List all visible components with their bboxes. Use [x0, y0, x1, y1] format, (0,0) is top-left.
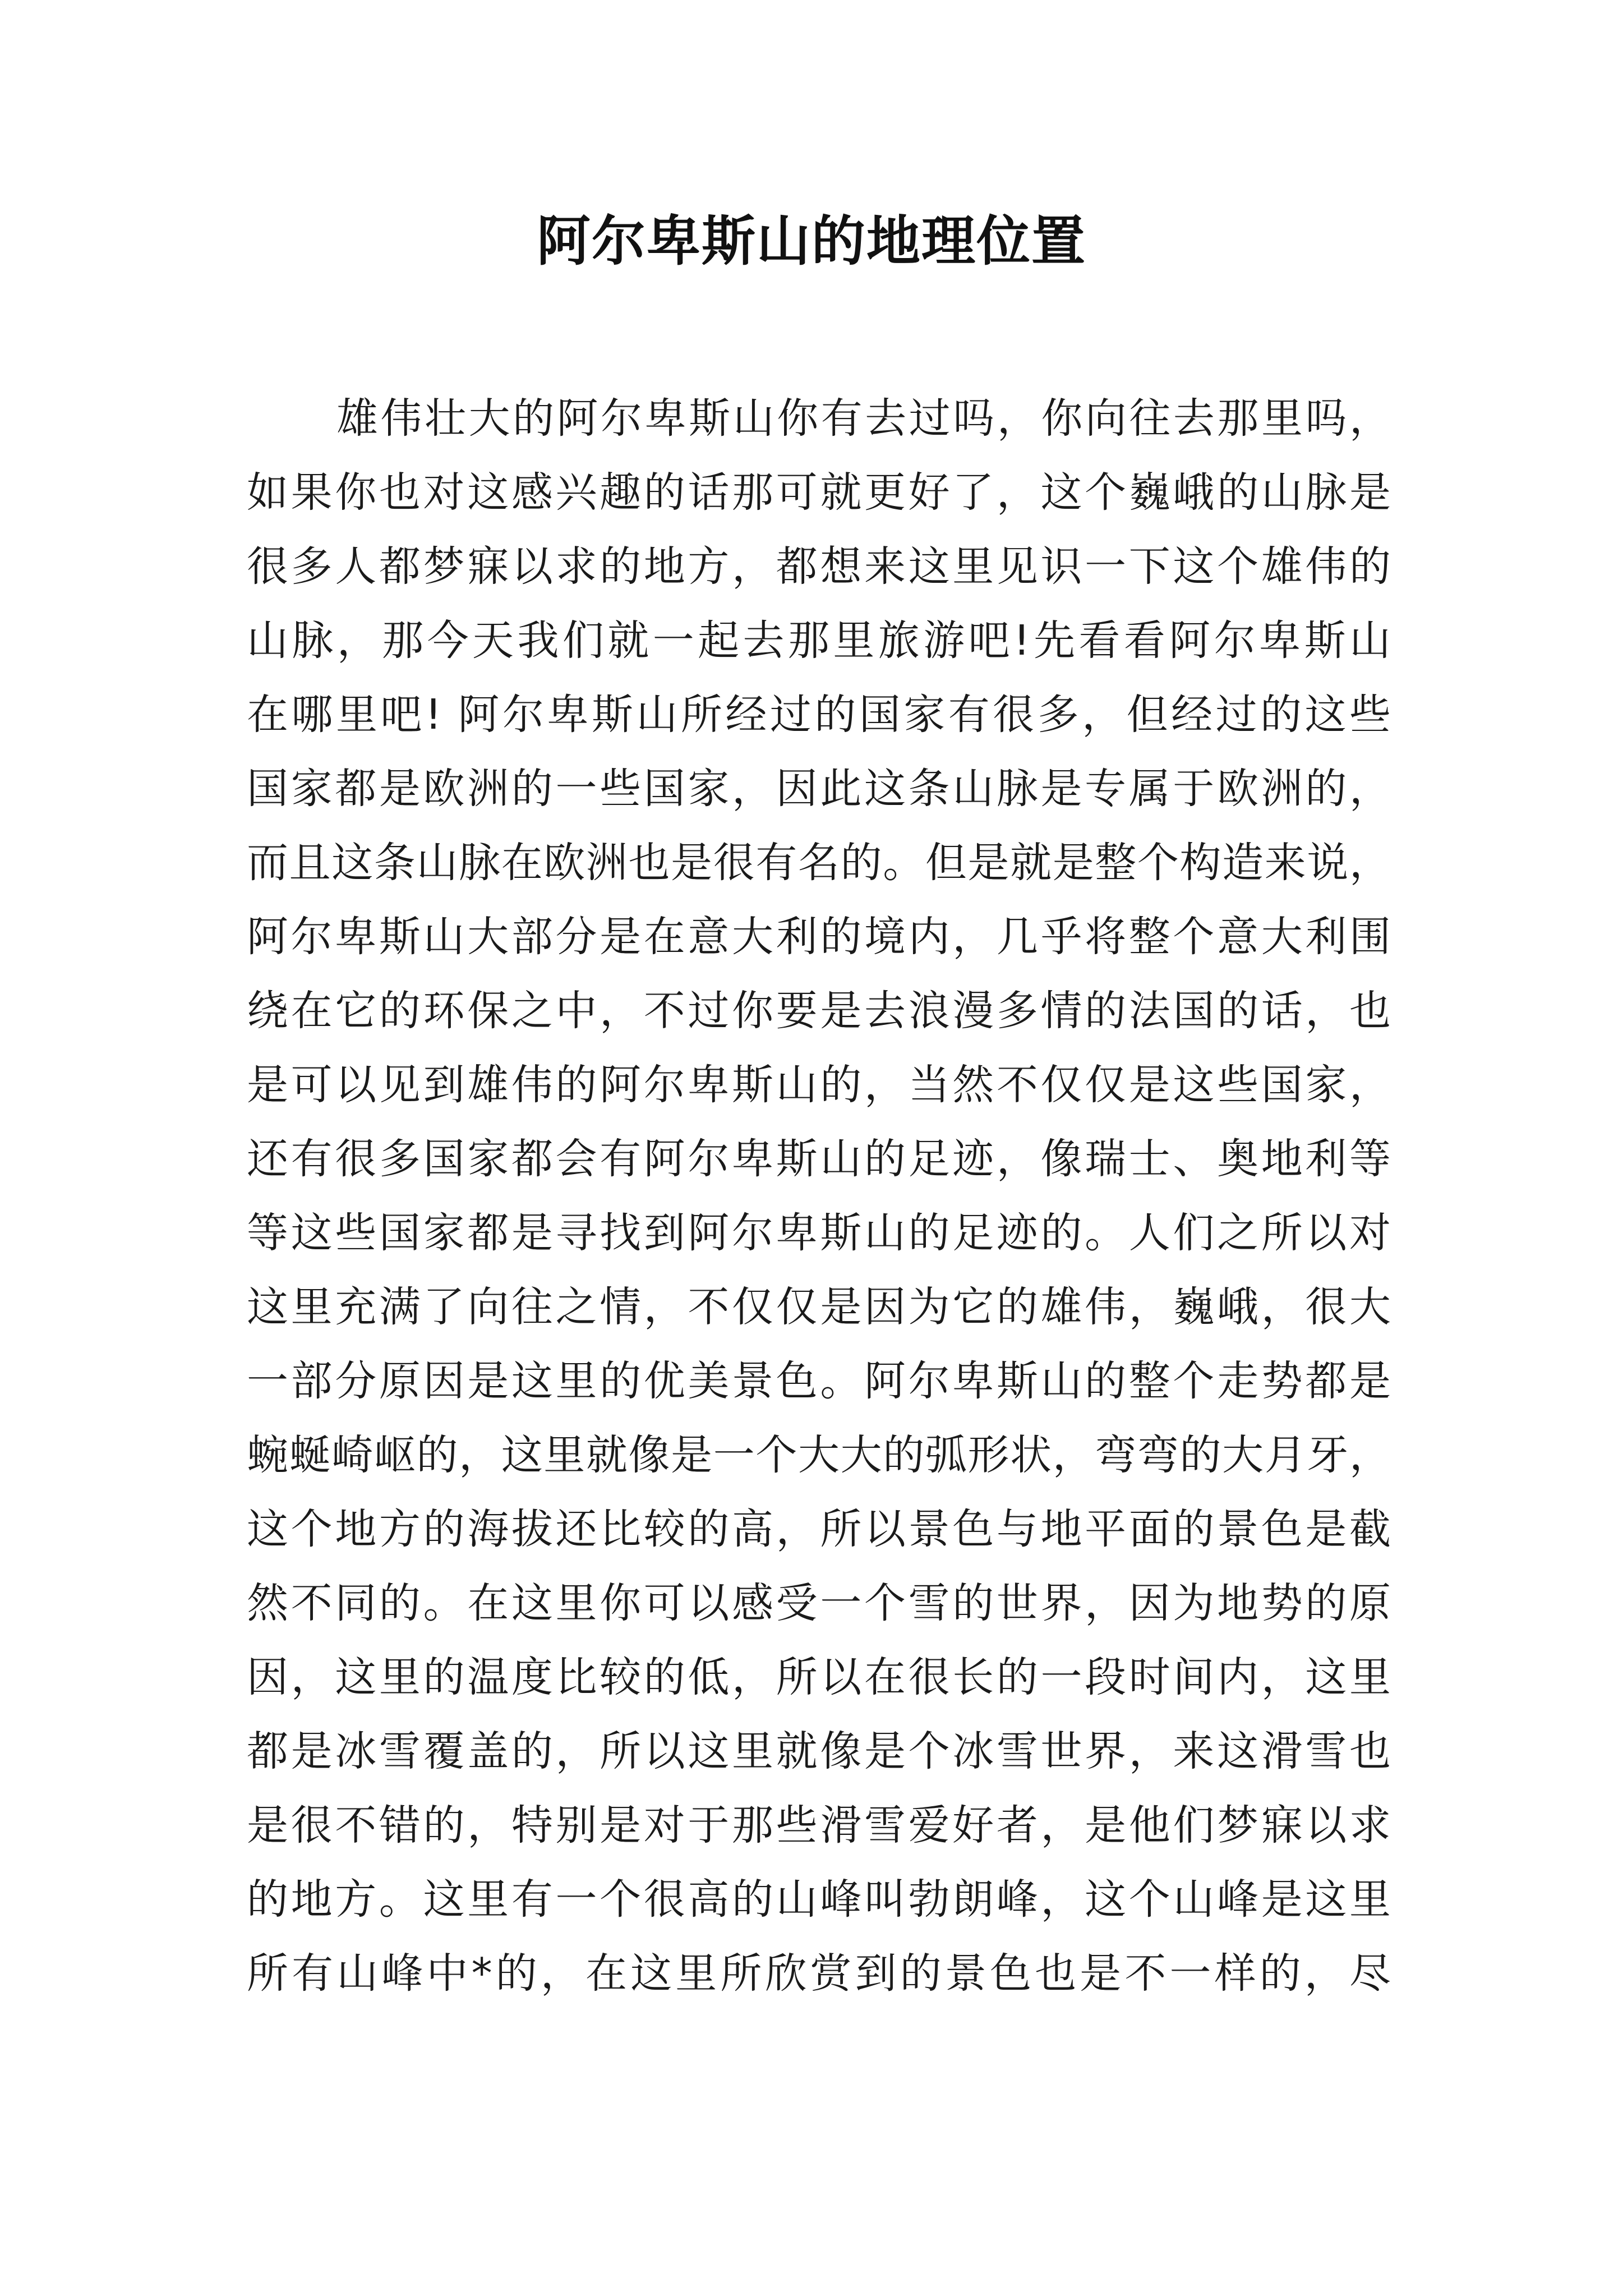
document-body — [247, 381, 1391, 2010]
paragraph-line: 是可以见到雄伟的阿尔卑斯山的，当然不仅仅是这些国家， — [247, 1061, 1391, 1109]
paragraph-line: 一部分原因是这里的优美景色。阿尔卑斯山的整个走势都是 — [247, 1357, 1391, 1405]
paragraph-line: 绕在它的环保之中，不过你要是去浪漫多情的法国的话，也 — [247, 987, 1391, 1035]
paragraph-line: 所有山峰中*的，在这里所欣赏到的景色也是不一样的，尽 — [247, 1949, 1391, 1998]
paragraph-line: 很多人都梦寐以求的地方，都想来这里见识一下这个雄伟的 — [247, 542, 1391, 591]
paragraph-line: 雄伟壮大的阿尔卑斯山你有去过吗，你向往去那里吗， — [336, 394, 1391, 443]
paragraph-line: 蜿蜒崎岖的，这里就像是一个大大的弧形状，弯弯的大月牙， — [247, 1431, 1391, 1479]
paragraph-line: 在哪里吧! 阿尔卑斯山所经过的国家有很多，但经过的这些 — [247, 691, 1391, 739]
paragraph-line: 这里充满了向往之情，不仅仅是因为它的雄伟，巍峨，很大 — [247, 1283, 1391, 1331]
paragraph-line: 都是冰雪覆盖的，所以这里就像是个冰雪世界，来这滑雪也 — [247, 1727, 1391, 1775]
paragraph-line: 然不同的。在这里你可以感受一个雪的世界，因为地势的原 — [247, 1579, 1391, 1627]
paragraph-line: 国家都是欧洲的一些国家，因此这条山脉是专属于欧洲的， — [247, 765, 1391, 813]
paragraph-line: 等这些国家都是寻找到阿尔卑斯山的足迹的。人们之所以对 — [247, 1209, 1391, 1257]
paragraph-line: 这个地方的海拔还比较的高，所以景色与地平面的景色是截 — [247, 1505, 1391, 1553]
paragraph-line: 阿尔卑斯山大部分是在意大利的境内，几乎将整个意大利围 — [247, 913, 1391, 961]
paragraph-line: 如果你也对这感兴趣的话那可就更好了，这个巍峨的山脉是 — [247, 468, 1391, 517]
paragraph-line: 的地方。这里有一个很高的山峰叫勃朗峰，这个山峰是这里 — [247, 1875, 1391, 1924]
document-title: 阿尔卑斯山的地理位置 — [537, 209, 1086, 273]
paragraph-line: 山脉，那今天我们就一起去那里旅游吧!先看看阿尔卑斯山 — [247, 616, 1391, 665]
paragraph-line: 而且这条山脉在欧洲也是很有名的。但是就是整个构造来说， — [247, 839, 1391, 887]
paragraph-line: 是很不错的，特别是对于那些滑雪爱好者，是他们梦寐以求 — [247, 1801, 1391, 1849]
paragraph-line: 因，这里的温度比较的低，所以在很长的一段时间内，这里 — [247, 1653, 1391, 1701]
paragraph-line: 还有很多国家都会有阿尔卑斯山的足迹，像瑞士、奥地利等 — [247, 1135, 1391, 1183]
